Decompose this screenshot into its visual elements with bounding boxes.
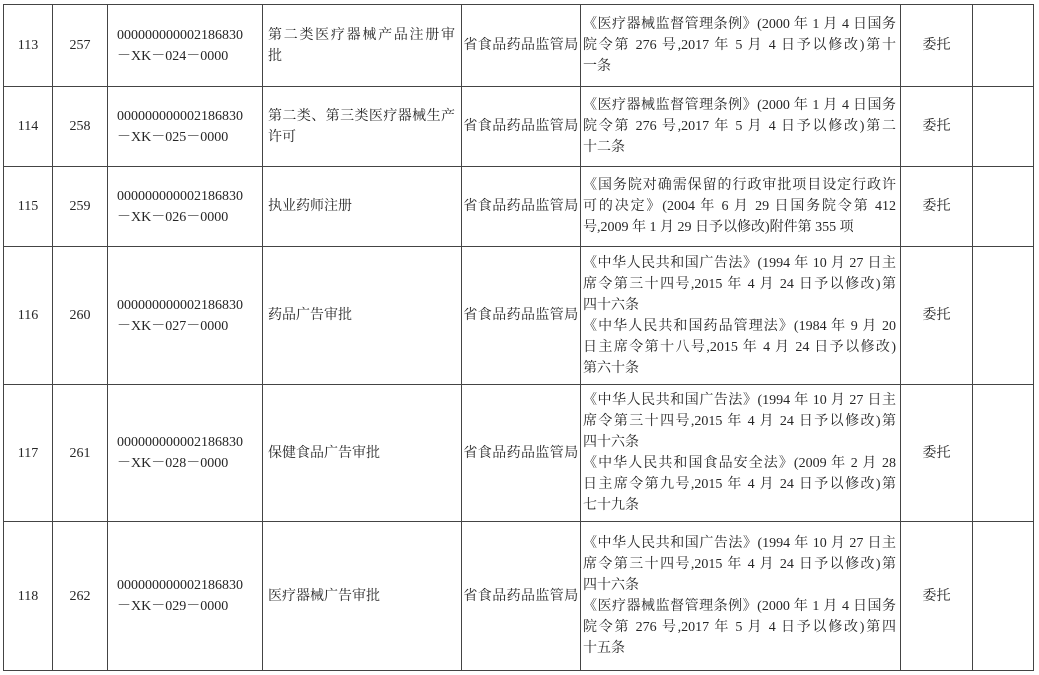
item-name-cell bbox=[263, 5, 462, 87]
exercise-mode-cell bbox=[901, 522, 973, 671]
administrative-permit-table bbox=[3, 4, 1034, 671]
authority-cell bbox=[462, 247, 581, 385]
legal-basis-citation bbox=[583, 14, 896, 77]
item-code-line: －XK－024－0000 bbox=[117, 48, 229, 64]
legal-basis-citation bbox=[583, 390, 896, 453]
item-name-line: 许可 bbox=[268, 129, 296, 145]
legal-basis-line: 席令第三十四号,2015 年 4 月 24 日予以修改)第 bbox=[583, 414, 896, 429]
legal-basis-line: 《医疗器械监督管理条例》(2000 年 1 月 4 日国务 bbox=[583, 17, 896, 32]
remark-cell bbox=[973, 385, 1034, 522]
item-name-line: 药品广告审批 bbox=[268, 308, 352, 323]
item-number-cell bbox=[53, 247, 108, 385]
item-name-line: 执业药师注册 bbox=[268, 199, 352, 214]
remark-cell bbox=[973, 522, 1034, 671]
serial-number-cell bbox=[4, 385, 53, 522]
legal-basis-line: 《医疗器械监督管理条例》(2000 年 1 月 4 日国务 bbox=[583, 98, 896, 113]
legal-basis-line: 院令第 276 号,2017 年 5 月 4 日予以修改)第四 bbox=[583, 620, 896, 635]
item-number-cell bbox=[53, 167, 108, 247]
legal-basis-citation bbox=[583, 533, 896, 596]
item-code-cell bbox=[108, 385, 263, 522]
legal-basis-line: 日主席令第十八号,2015 年 4 月 24 日予以修改) bbox=[583, 339, 896, 355]
legal-basis-line: 《中华人民共和国药品管理法》(1984 年 9 月 20 bbox=[583, 318, 896, 334]
legal-basis-cell bbox=[581, 385, 901, 522]
item-number: 259 bbox=[69, 199, 91, 214]
legal-basis-line: 《中华人民共和国食品安全法》(2009 年 2 月 28 bbox=[583, 456, 896, 471]
legal-basis-line: 日主席令第九号,2015 年 4 月 24 日予以修改)第 bbox=[583, 477, 896, 492]
exercise-mode: 委托 bbox=[922, 308, 951, 323]
legal-basis-line: 《中华人民共和国广告法》(1994 年 10 月 27 日主 bbox=[583, 393, 896, 408]
item-code-line: 000000000002186830 bbox=[117, 108, 243, 124]
legal-basis-line: 四十六条 bbox=[583, 297, 639, 313]
legal-basis-line: 席令第三十四号,2015 年 4 月 24 日予以修改)第 bbox=[583, 276, 896, 292]
legal-basis-line: 七十九条 bbox=[583, 498, 639, 513]
legal-basis-cell bbox=[581, 87, 901, 167]
serial-number-cell bbox=[4, 5, 53, 87]
item-code-cell bbox=[108, 522, 263, 671]
serial-number-cell bbox=[4, 522, 53, 671]
legal-basis-line: 《中华人民共和国广告法》(1994 年 10 月 27 日主 bbox=[583, 536, 896, 551]
serial-number: 114 bbox=[17, 119, 39, 134]
legal-basis-line: 院令第 276 号,2017 年 5 月 4 日予以修改)第二 bbox=[583, 119, 896, 134]
table-row bbox=[4, 247, 1034, 385]
item-number: 257 bbox=[69, 38, 91, 53]
exercise-mode: 委托 bbox=[922, 445, 951, 461]
authority-cell bbox=[462, 5, 581, 87]
item-code-line: 000000000002186830 bbox=[117, 435, 243, 450]
legal-basis-line: 四十六条 bbox=[583, 578, 639, 593]
item-number-cell bbox=[53, 87, 108, 167]
item-code-line: －XK－025－0000 bbox=[117, 129, 229, 145]
legal-basis-line: 《中华人民共和国广告法》(1994 年 10 月 27 日主 bbox=[583, 255, 896, 271]
item-name-line: 第二类、第三类医疗器械生产 bbox=[268, 108, 455, 124]
authority-cell bbox=[462, 167, 581, 247]
item-name-cell bbox=[263, 167, 462, 247]
item-number-cell bbox=[53, 385, 108, 522]
implementing-authority: 省食品药品监管局 bbox=[463, 445, 579, 461]
legal-basis-line: 可的决定》(2004 年 6 月 29 日国务院令第 412 bbox=[583, 199, 896, 214]
legal-basis-line: 院令第 276 号,2017 年 5 月 4 日予以修改)第十 bbox=[583, 38, 896, 53]
exercise-mode: 委托 bbox=[922, 38, 951, 53]
item-name-cell bbox=[263, 522, 462, 671]
item-name-line: 医疗器械广告审批 bbox=[268, 588, 380, 604]
implementing-authority: 省食品药品监管局 bbox=[463, 199, 579, 214]
item-name-line: 保健食品广告审批 bbox=[268, 445, 380, 461]
item-code-line: －XK－027－0000 bbox=[117, 318, 229, 334]
exercise-mode-cell bbox=[901, 247, 973, 385]
implementing-authority: 省食品药品监管局 bbox=[463, 308, 579, 323]
item-code-line: 000000000002186830 bbox=[117, 578, 243, 593]
item-number: 261 bbox=[69, 445, 91, 461]
legal-basis-citation bbox=[583, 175, 896, 238]
exercise-mode: 委托 bbox=[922, 119, 951, 134]
implementing-authority: 省食品药品监管局 bbox=[463, 588, 579, 604]
table-row bbox=[4, 522, 1034, 671]
item-number: 262 bbox=[69, 588, 91, 604]
legal-basis-citation bbox=[583, 453, 896, 516]
exercise-mode-cell bbox=[901, 5, 973, 87]
item-code-cell bbox=[108, 247, 263, 385]
item-number-cell bbox=[53, 5, 108, 87]
item-code-cell bbox=[108, 167, 263, 247]
table-row bbox=[4, 5, 1034, 87]
item-code-line: 000000000002186830 bbox=[117, 297, 243, 313]
exercise-mode-cell bbox=[901, 87, 973, 167]
legal-basis-cell bbox=[581, 5, 901, 87]
item-code-line: －XK－029－0000 bbox=[117, 599, 229, 614]
authority-cell bbox=[462, 385, 581, 522]
item-code-line: －XK－028－0000 bbox=[117, 456, 229, 471]
item-code-cell bbox=[108, 87, 263, 167]
legal-basis-cell bbox=[581, 247, 901, 385]
item-name-cell bbox=[263, 385, 462, 522]
legal-basis-line: 第六十条 bbox=[583, 360, 639, 376]
implementing-authority: 省食品药品监管局 bbox=[463, 119, 579, 134]
legal-basis-citation bbox=[583, 95, 896, 158]
item-name-line: 第二类医疗器械产品注册审 bbox=[268, 27, 455, 43]
item-name-cell bbox=[263, 247, 462, 385]
remark-cell bbox=[973, 87, 1034, 167]
exercise-mode: 委托 bbox=[922, 199, 951, 214]
item-code-cell bbox=[108, 5, 263, 87]
legal-basis-line: 号,2009 年 1 月 29 日予以修改)附件第 355 项 bbox=[583, 220, 854, 235]
item-number-cell bbox=[53, 522, 108, 671]
serial-number: 115 bbox=[17, 199, 39, 214]
serial-number: 113 bbox=[17, 38, 39, 53]
serial-number-cell bbox=[4, 247, 53, 385]
authority-cell bbox=[462, 87, 581, 167]
item-code-line: 000000000002186830 bbox=[117, 27, 243, 43]
item-number: 258 bbox=[69, 119, 91, 134]
item-name-line: 批 bbox=[268, 48, 282, 64]
serial-number-cell bbox=[4, 87, 53, 167]
exercise-mode-cell bbox=[901, 167, 973, 247]
legal-basis-line: 一条 bbox=[583, 59, 611, 74]
legal-basis-line: 《医疗器械监督管理条例》(2000 年 1 月 4 日国务 bbox=[583, 599, 896, 614]
exercise-mode-cell bbox=[901, 385, 973, 522]
item-number: 260 bbox=[69, 308, 91, 323]
legal-basis-line: 四十六条 bbox=[583, 435, 639, 450]
legal-basis-line: 十二条 bbox=[583, 140, 625, 155]
table-row bbox=[4, 87, 1034, 167]
legal-basis-line: 席令第三十四号,2015 年 4 月 24 日予以修改)第 bbox=[583, 557, 896, 572]
remark-cell bbox=[973, 247, 1034, 385]
item-code-line: 000000000002186830 bbox=[117, 188, 243, 204]
legal-basis-line: 十五条 bbox=[583, 641, 625, 656]
legal-basis-citation bbox=[583, 596, 896, 659]
authority-cell bbox=[462, 522, 581, 671]
exercise-mode: 委托 bbox=[922, 588, 951, 604]
remark-cell bbox=[973, 167, 1034, 247]
serial-number-cell bbox=[4, 167, 53, 247]
serial-number: 118 bbox=[17, 588, 39, 604]
legal-basis-cell bbox=[581, 167, 901, 247]
legal-basis-citation bbox=[583, 253, 896, 316]
legal-basis-cell bbox=[581, 522, 901, 671]
item-code-line: －XK－026－0000 bbox=[117, 209, 229, 225]
table-row bbox=[4, 167, 1034, 247]
remark-cell bbox=[973, 5, 1034, 87]
serial-number: 117 bbox=[17, 445, 39, 461]
implementing-authority: 省食品药品监管局 bbox=[463, 38, 579, 53]
serial-number: 116 bbox=[17, 308, 39, 323]
item-name-cell bbox=[263, 87, 462, 167]
table-row bbox=[4, 385, 1034, 522]
legal-basis-line: 《国务院对确需保留的行政审批项目设定行政许 bbox=[583, 178, 896, 193]
legal-basis-citation bbox=[583, 316, 896, 379]
